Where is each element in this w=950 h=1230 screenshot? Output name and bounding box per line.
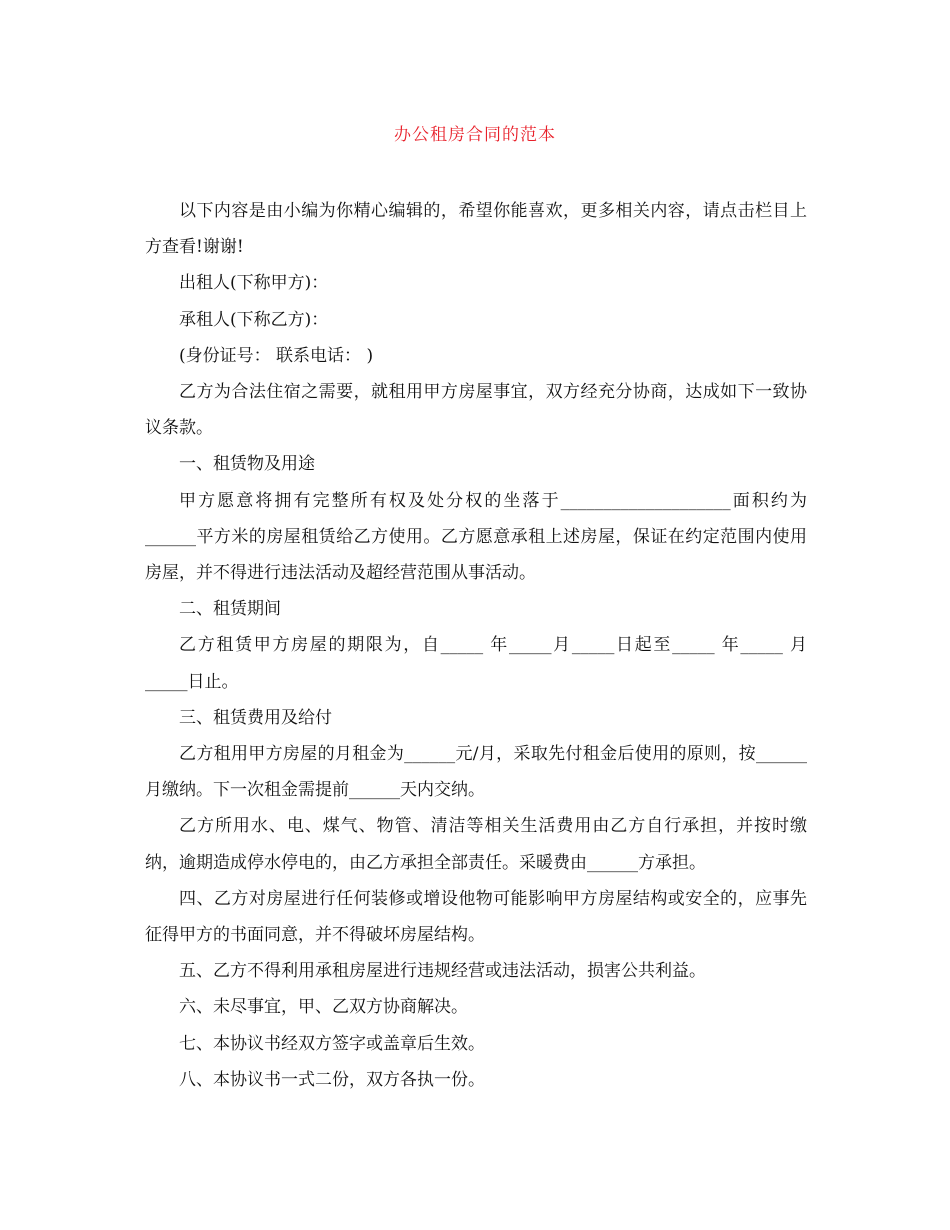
clause-7: 七、本协议书经双方签字或盖章后生效。 [179,1033,485,1054]
document-body [145,193,807,1098]
section-3-utilities-paragraph: 乙方所用水、电、煤气、物管、清洁等相关生活费用由乙方自行承担，并按时缴纳，逾期造成停水停电的，由乙方承担全部责任。采暖费由______方承担。 [145,816,807,873]
section-heading-1: 一、租赁物及用途 [179,454,315,475]
preamble-paragraph: 乙方为合法住宿之需要，就租用甲方房屋事宜，双方经充分协商，达成如下一致协议条款。 [145,382,807,439]
section-1-paragraph: 甲方愿意将拥有完整所有权及处分权的坐落于____________________面积约为______平方米的房屋租赁给乙方使用。乙方愿意承租上述房屋，保证在约定范围内使用房屋，并不得进行违法活动及超经营范围从事活动。 [145,490,807,584]
section-heading-2: 二、租赁期间 [179,599,281,620]
clause-6: 六、未尽事宜，甲、乙双方协商解决。 [179,997,468,1018]
lessee-line: 承租人(下称乙方)： [179,309,329,330]
lessor-line: 出租人(下称甲方)： [179,273,329,294]
clause-5: 五、乙方不得利用承租房屋进行违规经营或违法活动，损害公共利益。 [179,961,706,982]
clause-8: 八、本协议书一式二份，双方各执一份。 [179,1069,485,1090]
section-heading-3: 三、租赁费用及给付 [179,707,332,728]
section-2-paragraph: 乙方租赁甲方房屋的期限为，自_____ 年_____月_____日起至_____ 年_____ 月_____日止。 [145,635,807,692]
section-3-rent-paragraph: 乙方租用甲方房屋的月租金为______元/月，采取先付租金后使用的原则，按______月缴纳。下一次租金需提前______天内交纳。 [145,744,807,801]
intro-paragraph: 以下内容是由小编为你精心编辑的，希望你能喜欢，更多相关内容，请点击栏目上方查看!谢谢! [145,201,807,258]
document-title: 办公租房合同的范本 [394,125,556,145]
id-contact-line: (身份证号： 联系电话： ) [179,345,374,366]
clause-4: 四、乙方对房屋进行任何装修或增设他物可能影响甲方房屋结构或安全的，应事先征得甲方的书面同意，并不得破坏房屋结构。 [145,888,807,946]
